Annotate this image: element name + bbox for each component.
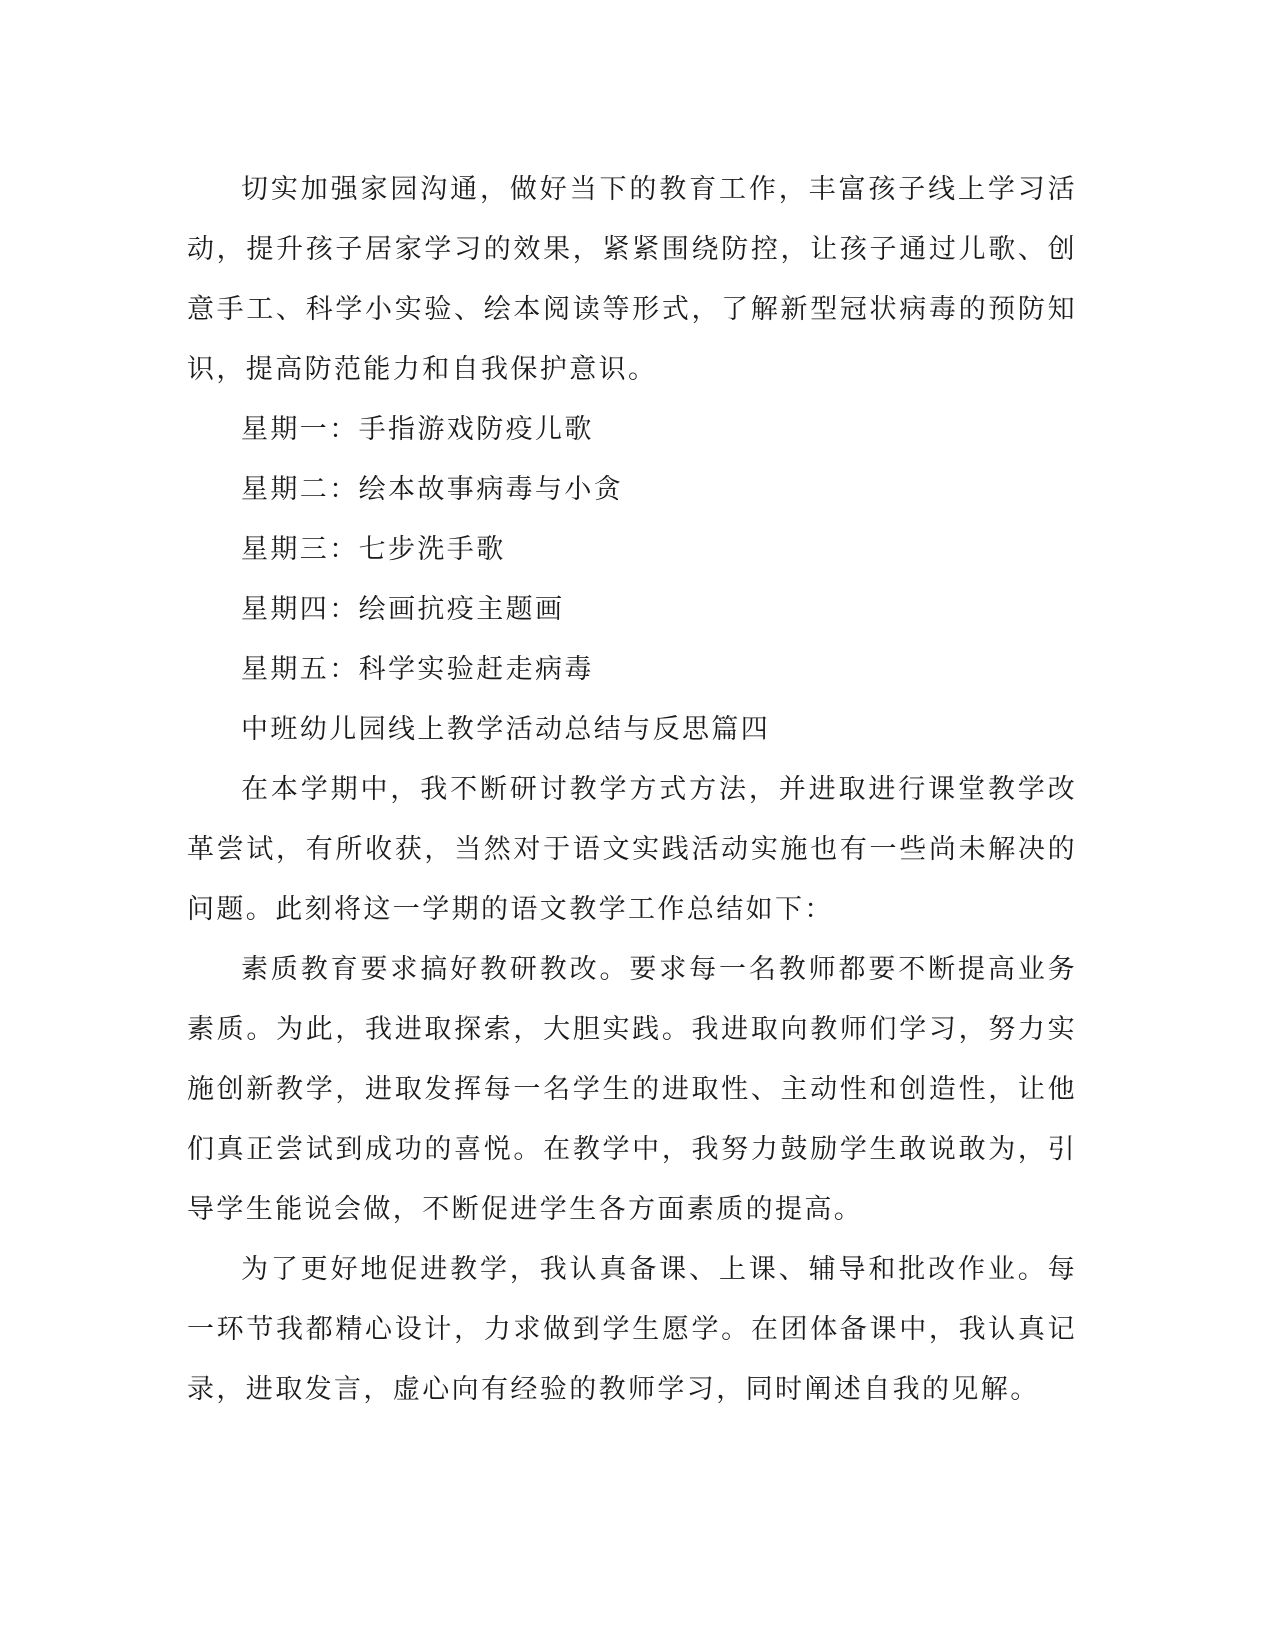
schedule-friday: 星期五：科学实验赶走病毒 (241, 654, 594, 685)
paragraph-quality-education: 素质教育要求搞好教研教改。要求每一名教师都要不断提高业务素质。为此，我进取探索，大胆实践。我进取向教师们学习，努力实施创新教学，进取发挥每一名学生的进取性、主动性和创造性，让他们真正尝试到成功的喜悦。在教学中，我努力鼓励学生敢说敢为，引导学生能说会做，不断促进学生各方面素质的提高。 (187, 954, 1077, 1225)
paragraph-lesson-prep: 为了更好地促进教学，我认真备课、上课、辅导和批改作业。每一环节我都精心设计，力求做到学生愿学。在团体备课中，我认真记录，进取发言，虚心向有经验的教师学习，同时阐述自我的见解。 (187, 1254, 1077, 1405)
schedule-thursday: 星期四：绘画抗疫主题画 (241, 594, 565, 625)
schedule-wednesday: 星期三：七步洗手歌 (241, 534, 506, 565)
schedule-tuesday: 星期二：绘本故事病毒与小贪 (241, 474, 624, 505)
schedule-monday: 星期一：手指游戏防疫儿歌 (241, 414, 594, 445)
document-body (187, 160, 1077, 1420)
paragraph-semester: 在本学期中，我不断研讨教学方式方法，并进取进行课堂教学改革尝试，有所收获，当然对于语文实践活动实施也有一些尚未解决的问题。此刻将这一学期的语文教学工作总结如下： (187, 774, 1077, 925)
paragraph-intro: 切实加强家园沟通，做好当下的教育工作，丰富孩子线上学习活动，提升孩子居家学习的效果，紧紧围绕防控，让孩子通过儿歌、创意手工、科学小实验、绘本阅读等形式，了解新型冠状病毒的预防知识，提高防范能力和自我保护意识。 (187, 174, 1077, 385)
section-heading: 中班幼儿园线上教学活动总结与反思篇四 (241, 714, 771, 745)
